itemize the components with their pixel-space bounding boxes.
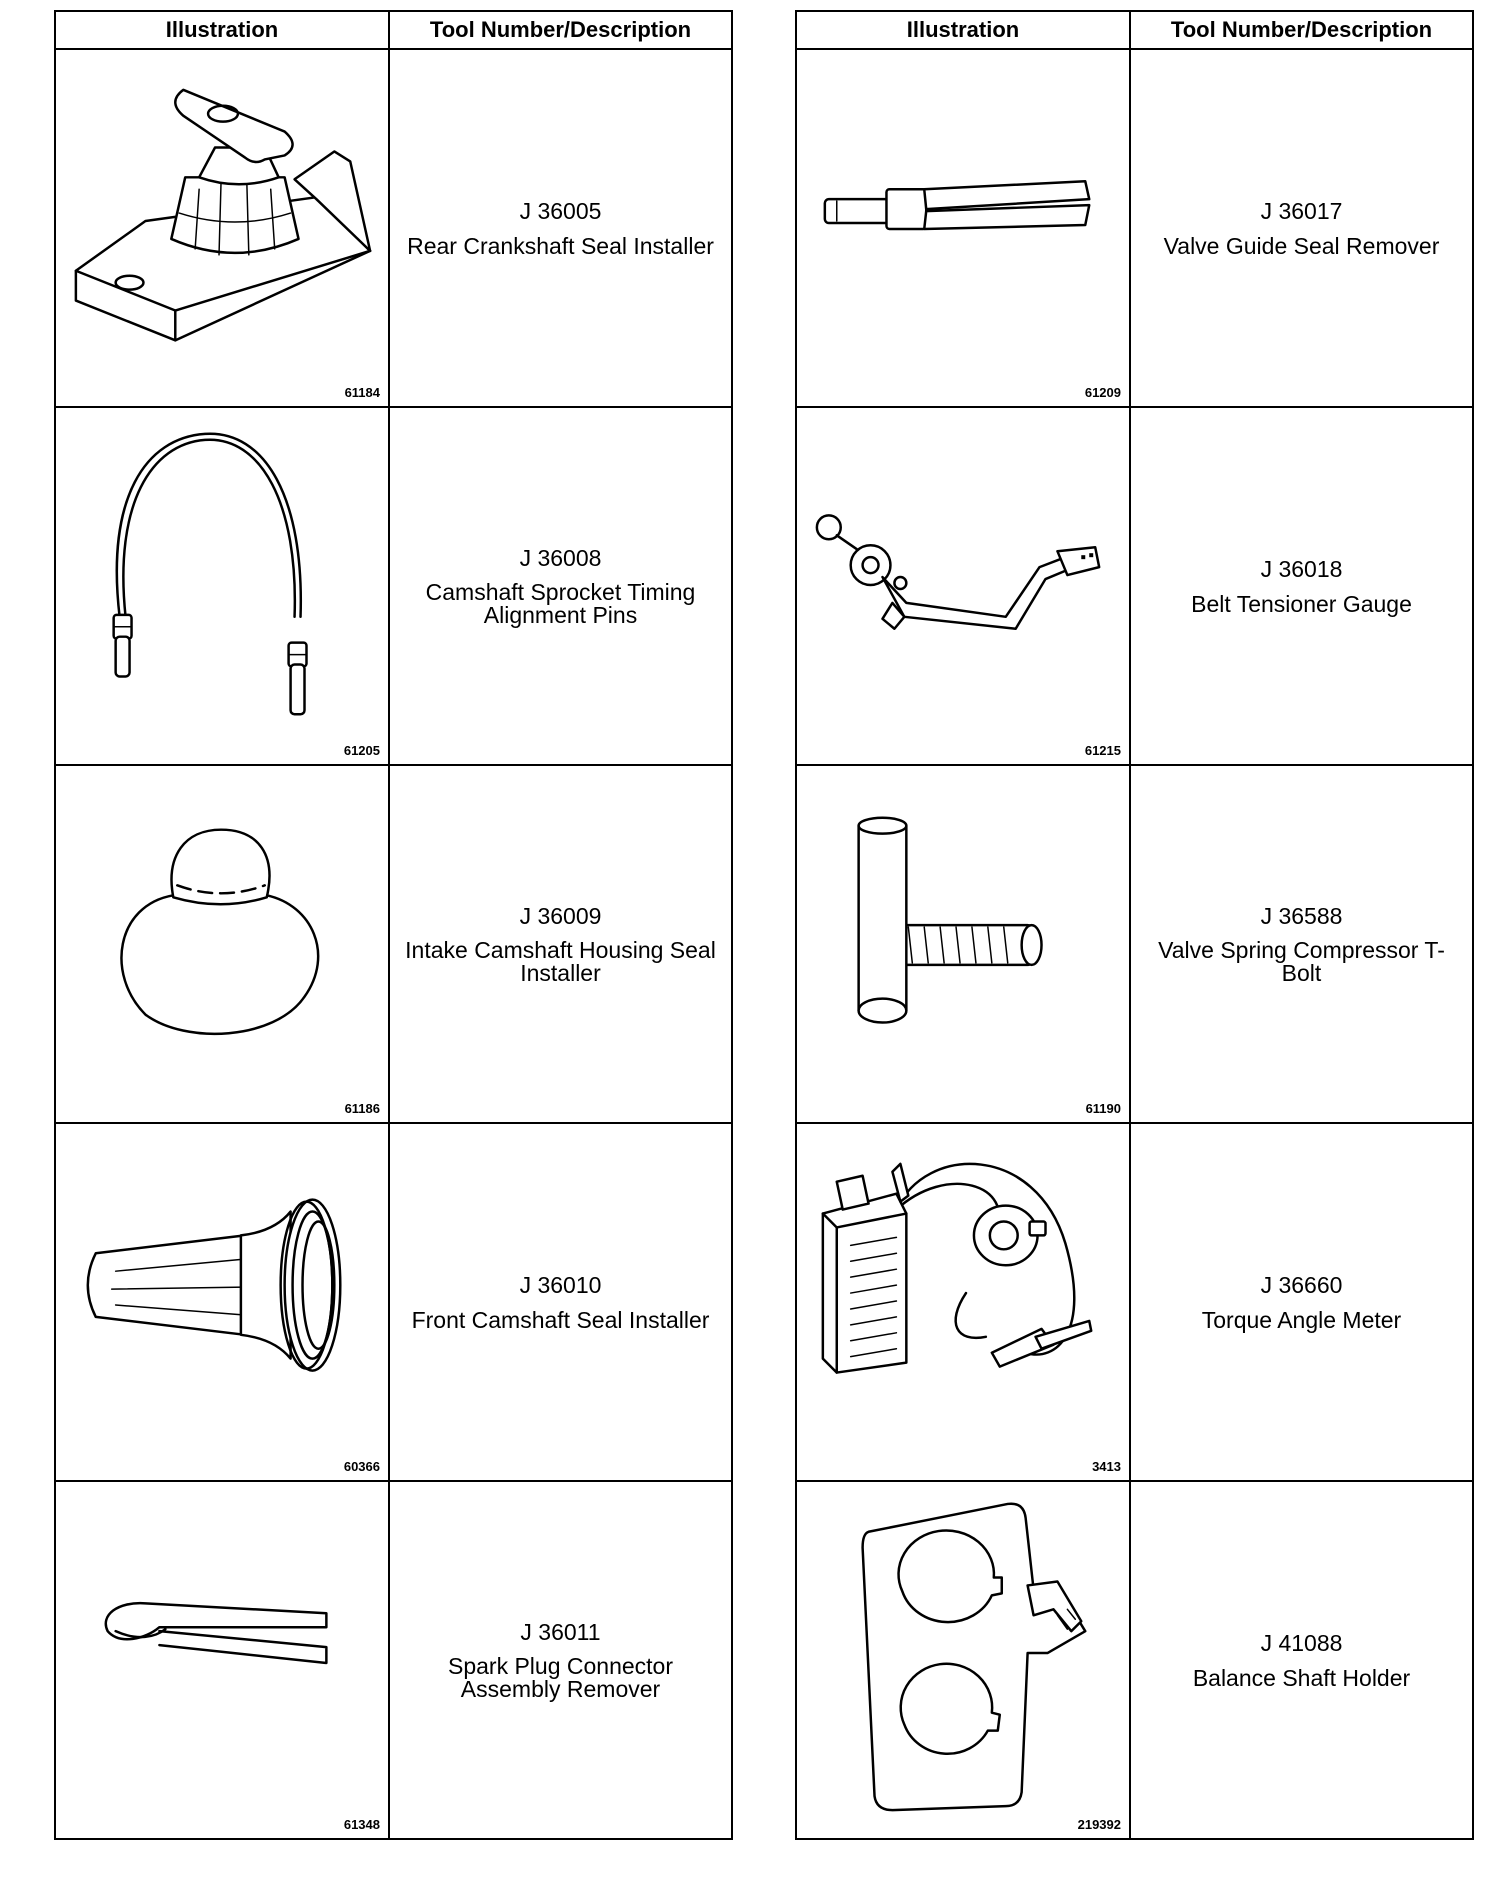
belt-tensioner-gauge-icon	[797, 408, 1129, 764]
tool-description	[1130, 1481, 1473, 1839]
tool-name: Valve Guide Seal Remover	[1163, 232, 1440, 259]
housing-seal-installer-icon	[56, 766, 388, 1122]
description-header: Tool Number/Description	[389, 11, 732, 49]
figure-number: 3413	[1092, 1459, 1121, 1474]
figure-number: 61209	[1084, 385, 1121, 400]
tool-illustration	[55, 1481, 389, 1839]
figure-number: 61215	[1084, 743, 1121, 758]
tool-number: J 36011	[520, 1618, 601, 1645]
spark-plug-connector-remover-icon	[56, 1482, 388, 1838]
tool-number: J 36005	[519, 198, 602, 225]
illustration-header: Illustration	[55, 11, 389, 49]
tool-illustration	[796, 1481, 1130, 1839]
tool-name: Rear Crankshaft Seal Installer	[407, 232, 714, 259]
tool-number: J 41088	[1260, 1630, 1343, 1657]
tool-illustration	[55, 407, 389, 765]
tool-description	[1130, 49, 1473, 407]
tool-description	[389, 1123, 732, 1481]
figure-number: 60366	[343, 1459, 380, 1474]
tool-name: Belt Tensioner Gauge	[1191, 590, 1412, 617]
valve-spring-compressor-tbolt-icon	[797, 766, 1129, 1122]
tool-number: J 36018	[1260, 556, 1343, 583]
figure-number: 61190	[1085, 1101, 1121, 1116]
tool-row	[796, 407, 1473, 765]
tool-illustration	[796, 407, 1130, 765]
tool-row	[55, 1481, 732, 1839]
tool-name: Front Camshaft Seal Installer	[411, 1306, 710, 1333]
tool-name: Spark Plug Connector Assembly Remover	[447, 1653, 673, 1703]
tool-row	[55, 49, 732, 407]
tool-description	[1130, 407, 1473, 765]
tool-number: J 36017	[1260, 198, 1343, 225]
valve-guide-seal-remover-icon	[797, 50, 1129, 406]
tool-number: J 36009	[519, 902, 602, 929]
figure-number: 61348	[343, 1817, 380, 1832]
tool-number: J 36660	[1260, 1272, 1343, 1299]
tool-description	[389, 1481, 732, 1839]
figure-number: 219392	[1077, 1817, 1121, 1832]
front-camshaft-seal-installer-icon	[56, 1124, 388, 1480]
tool-name: Balance Shaft Holder	[1192, 1664, 1411, 1691]
balance-shaft-holder-icon	[797, 1482, 1129, 1838]
tool-illustration	[55, 765, 389, 1123]
tool-illustration	[55, 49, 389, 407]
tool-number: J 36010	[519, 1272, 602, 1299]
tool-name: Camshaft Sprocket Timing Alignment Pins	[425, 579, 696, 629]
torque-angle-meter-icon	[797, 1124, 1129, 1480]
tool-illustration	[796, 1123, 1130, 1481]
tool-illustration	[796, 49, 1130, 407]
tool-number: J 36588	[1260, 902, 1343, 929]
figure-number: 61186	[344, 1101, 380, 1116]
tool-name: Intake Camshaft Housing Seal Installer	[405, 937, 716, 987]
tool-table-left	[54, 10, 733, 1840]
tool-description	[1130, 1123, 1473, 1481]
tool-row	[796, 1123, 1473, 1481]
tool-row	[796, 765, 1473, 1123]
tool-description	[1130, 765, 1473, 1123]
illustration-header: Illustration	[796, 11, 1130, 49]
tool-row	[796, 1481, 1473, 1839]
tool-name: Valve Spring Compressor T-Bolt	[1158, 937, 1445, 987]
tool-description	[389, 407, 732, 765]
tool-table-right	[795, 10, 1474, 1840]
tool-number: J 36008	[519, 544, 602, 571]
figure-number: 61184	[344, 385, 380, 400]
figure-number: 61205	[343, 743, 380, 758]
tool-description	[389, 49, 732, 407]
tool-row	[55, 1123, 732, 1481]
tool-row	[55, 407, 732, 765]
tool-illustration	[796, 765, 1130, 1123]
tool-illustration	[55, 1123, 389, 1481]
tool-description	[389, 765, 732, 1123]
tool-row	[55, 765, 732, 1123]
rear-crankshaft-seal-installer-icon	[56, 50, 388, 406]
timing-alignment-pins-icon	[56, 408, 388, 764]
tool-row	[796, 49, 1473, 407]
description-header: Tool Number/Description	[1130, 11, 1473, 49]
tool-name: Torque Angle Meter	[1201, 1306, 1402, 1333]
